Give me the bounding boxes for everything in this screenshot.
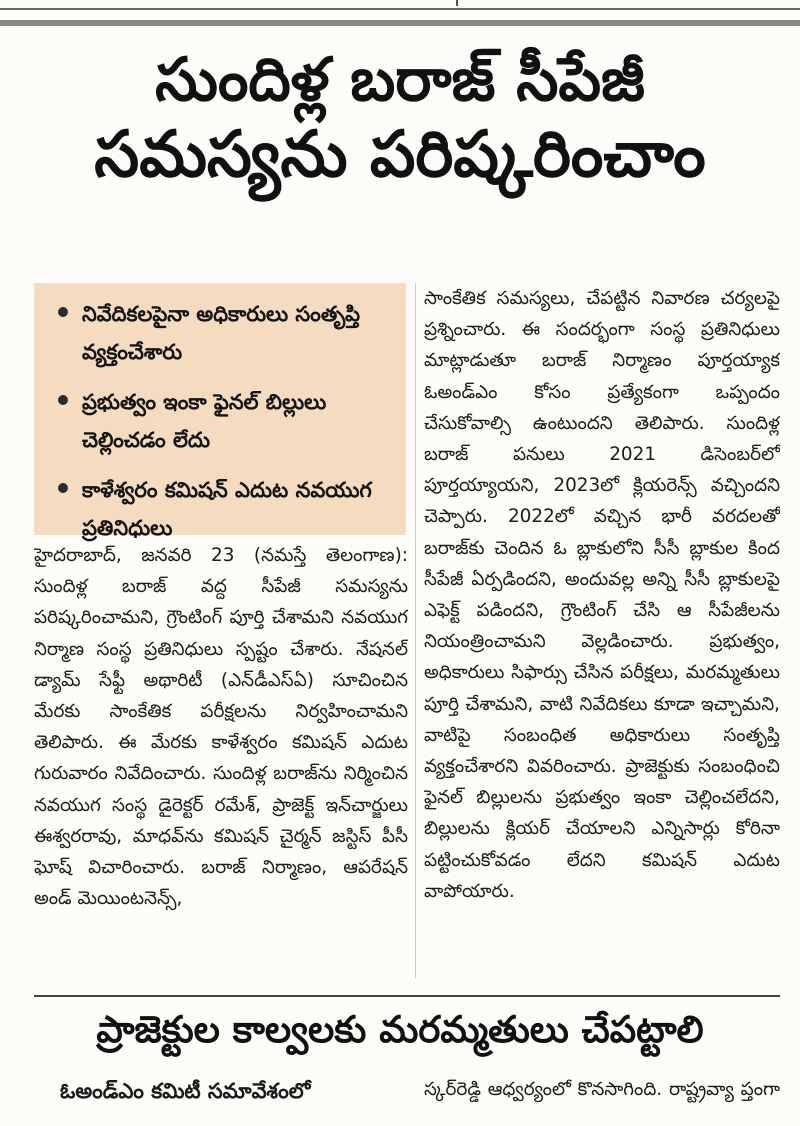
- bullet-icon: [58, 307, 68, 317]
- bullet-icon: [58, 483, 68, 493]
- section-divider: [34, 995, 780, 997]
- highlight-item: [58, 471, 392, 547]
- highlight-text: నివేదికలపైనా అధికారులు సంతృప్తి వ్యక్తంచేశారు: [82, 302, 361, 364]
- column-divider: [415, 283, 416, 978]
- bullet-icon: [58, 395, 68, 405]
- headline-line-1: సుందిళ్ల బరాజ్ సీపేజీ: [155, 45, 645, 115]
- main-headline: [20, 45, 780, 192]
- top-rule-thin: [0, 8, 800, 10]
- second-story-headline: ప్రాజెక్టుల కాల్వలకు మరమ్మతులు చేపట్టాలి: [96, 1008, 704, 1051]
- article-left-column: హైదరాబాద్, జనవరి 23 (నమస్తే తెలంగాణ): సుందిళ్ల బరాజ్ వద్ద సీపేజీ సమస్యను పరిష్కరించామని, గ్రౌంటింగ్ పూర్తి చేశామని నవయుగ నిర్మాణ సంస్థ ప్రతినిధులు స్పష్టం చేశారు. నేషనల్ డ్యామ్ సేఫ్టీ అథారిటీ (ఎన్‌డీఎస్ఏ) సూచించిన మేరకు సాంకేతిక పరీక్షలను నిర్వహించామని తెలిపారు. ఈ మేరకు కాళేశ్వరం కమిషన్ ఎదుట గురువారం నివేదించారు. సుందిళ్ల బరాజ్‌ను నిర్మించిన నవయుగ సంస్థ డైరెక్టర్ రమేశ్, ప్రాజెక్ట్ ఇన్‌చార్జులు ఈశ్వరరావు, మాధవ్‌ను కమిషన్ చైర్మన్ జస్టిస్ పీసీ ఘోష్ విచారించారు. బరాజ్ నిర్మాణం, ఆపరేషన్ అండ్ మెయింటనెన్స్,: [34, 545, 408, 910]
- highlight-text: కాళేశ్వరం కమిషన్ ఎదుట నవయుగ ప్రతినిధులు: [82, 478, 372, 540]
- headline-line-2: సమస్యను పరిష్కరించాం: [94, 117, 706, 192]
- article-right-column: సాంకేతిక సమస్యలు, చేపట్టిన నివారణ చర్యలపై ప్రశ్నించారు. ఈ సందర్భంగా సంస్థ ప్రతినిధులు మాట్లాడుతూ బరాజ్ నిర్మాణం పూర్తయ్యాక ఓఅండ్ఎం కోసం ప్రత్యేకంగా ఒప్పందం చేసుకోవాల్సి ఉంటుందని తెలిపారు. సుందిళ్ల బరాజ్ పనులు 2021 డిసెంబర్‌లో పూర్తయ్యాయని, 2023లో క్లియరెన్స్ వచ్చిందని చెప్పారు. 2022లో వచ్చిన భారీ వరదలతో బరాజ్‌కు చెందిన ఓ బ్లాకులోని సీసీ బ్లాకుల కింద సీపేజీ ఏర్పడిందని, అందువల్ల అన్ని సీసీ బ్లాకులపై ఎఫెక్ట్ పడిందని, గ్రౌంటింగ్ చేసి ఆ సీపేజీలను నియంత్రించామని వెల్లడించారు. ప్రభుత్వం, అధికారులు సిఫార్సు చేసిన పరీక్షలు, మరమ్మతులు పూర్తి చేశామని, వాటి నివేదికలు కూడా ఇచ్చామని, వాటిపై సంబంధిత అధికారులు సంతృప్తి వ్యక్తంచేశారని వివరించారు. ప్రాజెక్టుకు సంబంధించి ఫైనల్ బిల్లులను ప్రభుత్వం ఇంకా చెల్లించలేదని, బిల్లులను క్లియర్ చేయాలని ఎన్నిసార్లు కోరినా పట్టించుకోవడం లేదని కమిషన్ ఎదుట వాపోయారు.: [424, 288, 780, 902]
- highlight-text: ప్రభుత్వం ఇంకా ఫైనల్ బిల్లులు చెల్లించడం లేదు: [82, 390, 327, 452]
- highlights-box: [34, 283, 406, 540]
- second-story-subhead: ఓఅండ్ఎం కమిటీ సమావేశంలో: [60, 1079, 311, 1103]
- top-rule-thick: [0, 20, 800, 26]
- page-cut-edge: [0, 1112, 800, 1126]
- top-tick-mark: [456, 0, 458, 6]
- highlight-item: [58, 383, 392, 459]
- second-story-body: స్కర్‌రెడ్డి ఆధ్వర్యంలో కొనసాగింది. రాష్ట్రవ్యా ప్తంగా: [424, 1079, 780, 1100]
- highlight-item: [58, 295, 392, 371]
